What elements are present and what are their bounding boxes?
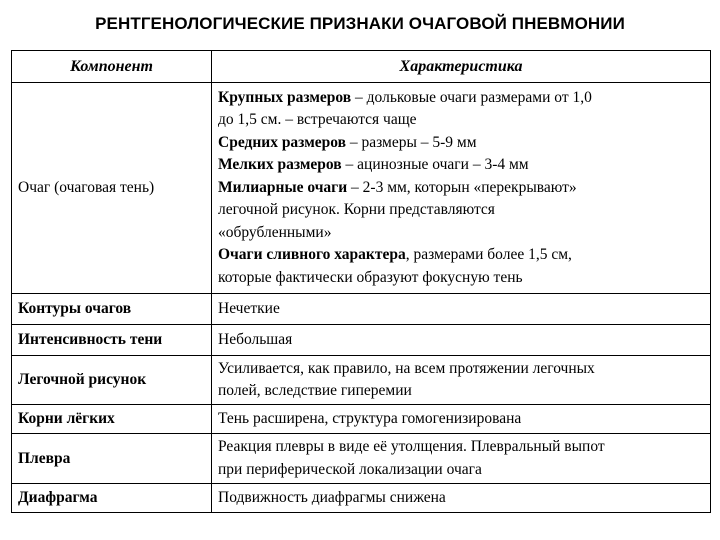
text-line: Крупных размеров – дольковые очаги размерами от 1,0 [218,88,592,106]
text-line: Мелких размеров – ацинозные очаги – 3-4 мм [218,156,529,174]
row-characteristic: Небольшая [212,325,711,356]
findings-table [11,50,711,513]
page-title: РЕНТГЕНОЛОГИЧЕСКИЕ ПРИЗНАКИ ОЧАГОВОЙ ПНЕВМОНИИ [95,14,625,33]
header-component: Компонент [12,51,212,83]
table-row-contours [12,294,711,325]
row-component: Корни лёгких [12,405,212,434]
table-row-diaphragm [12,484,711,513]
row-component: Интенсивность тени [12,325,212,356]
header-characteristic: Характеристика [212,51,711,83]
text-line: Милиарные очаги – 2-3 мм, которын «перекрывают» [218,178,577,196]
text-line: Очаги сливного характера, размерами более 1,5 см, [218,246,572,264]
table-row-intensity [12,325,711,356]
row-component: Плевра [12,434,212,484]
text-line: легочной рисунок. Корни представляются [218,201,495,219]
row-characteristic [212,83,711,294]
table-header-row [12,51,711,83]
table-row-lung-roots [12,405,711,434]
row-characteristic: Реакция плевры в виде её утолщения. Плевральный выпот при периферической локализации очага [212,434,711,484]
row-characteristic: Нечеткие [212,294,711,325]
text-line: Средних размеров – размеры – 5-9 мм [218,133,477,151]
text-line: до 1,5 см. – встречаются чаще [218,111,417,129]
text-line: которые фактически образуют фокусную тень [218,268,523,286]
table-row-focus [12,83,711,294]
row-component: Контуры очагов [12,294,212,325]
row-component: Диафрагма [12,484,212,513]
table-row-pleura [12,434,711,484]
row-component: Легочной рисунок [12,356,212,405]
row-characteristic: Тень расширена, структура гомогенизирована [212,405,711,434]
table-row-lung-pattern [12,356,711,405]
row-component: Очаг (очаговая тень) [12,83,212,294]
text-line: «обрубленными» [218,223,332,241]
row-characteristic: Подвижность диафрагмы снижена [212,484,711,513]
row-characteristic: Усиливается, как правило, на всем протяжении легочных полей, вследствие гиперемии [212,356,711,405]
